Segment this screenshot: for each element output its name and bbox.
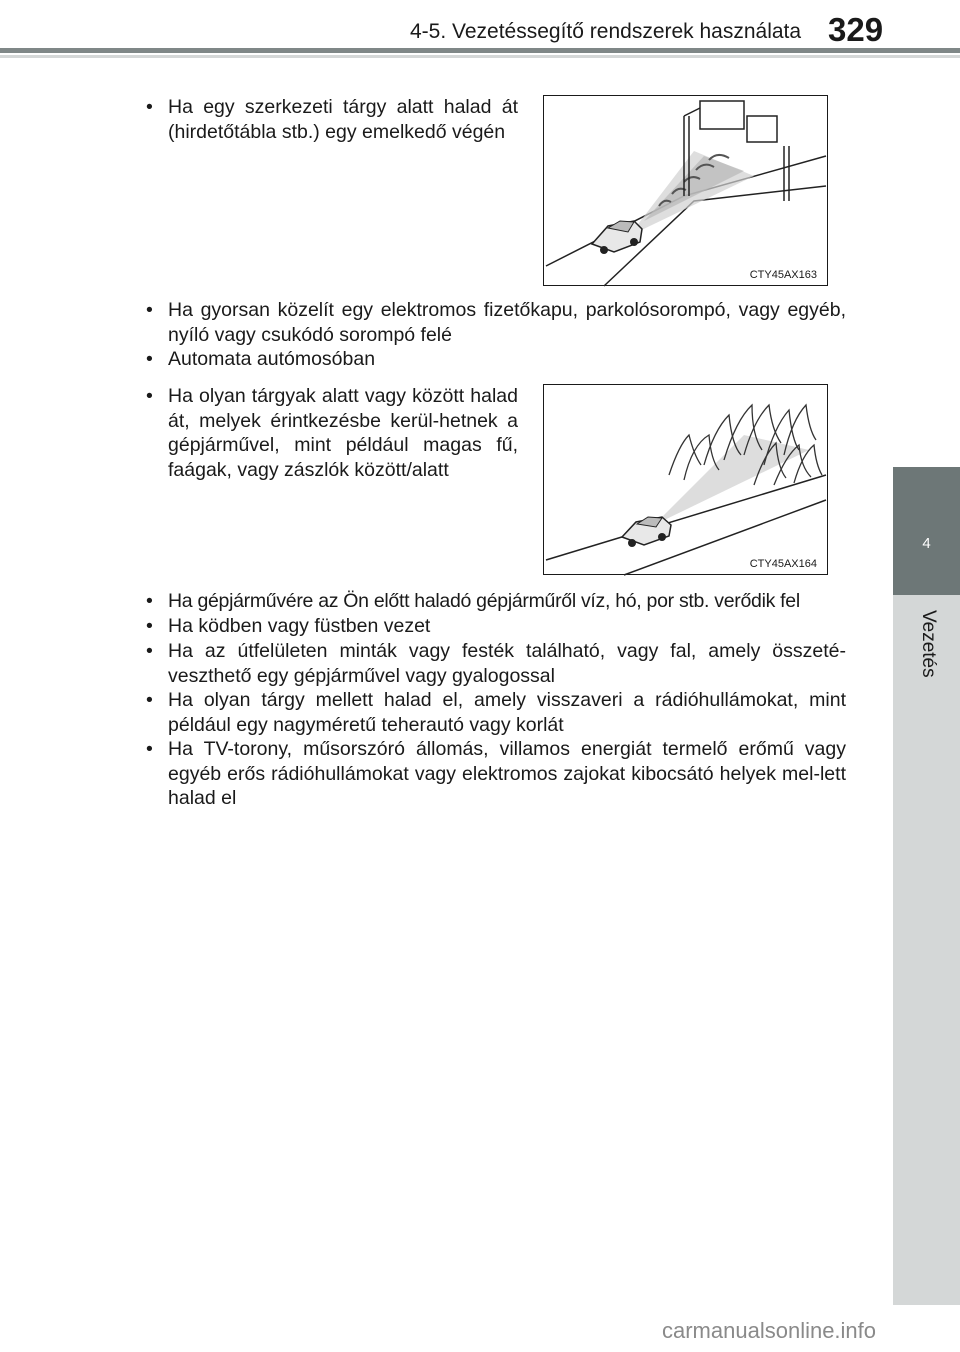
page-header [0,0,960,80]
bullet-item: • Automata autómosóban [146,347,846,372]
bullet-item: • Ha gyorsan közelít egy elektromos fizetőkapu, parkolósorompó, vagy egyéb, nyíló vagy csukódó sorompó felé [146,298,846,347]
bullet-item: • Ha TV-torony, műsorszóró állomás, villamos energiát termelő erőmű vagy egyéb erős rádióhullámokat vagy elektromos zajokat kibocsátó helyek mel-lett halad el [146,737,846,811]
bullet-item: • Ha olyan tárgyak alatt vagy között halad át, melyek érintkezésbe kerül-hetnek a gépjárművel, mint például magas fű, faágak, vagy zászlók között/alatt [146,384,518,482]
section-title: 4-5. Vezetéssegítő rendszerek használata [410,20,802,43]
figure-id: CTY45AX163 [749,269,817,281]
header-rule-light [0,55,960,58]
page-number: 329 [828,11,884,48]
chapter-tab [893,467,960,595]
overhead-sign-illustration [544,96,829,287]
bullet-item: • Ha ködben vagy füstben vezet [146,614,846,639]
bullet-item: • Ha gépjárművére az Ön előtt haladó gépjárműről víz, hó, por stb. verődik fel [146,589,846,614]
figure-tall-grass [543,384,828,575]
chapter-number: 4 [922,535,931,552]
figure-overhead-sign [543,95,828,286]
watermark: carmanualsonline.info [662,1318,877,1343]
bullet-item: • Ha az útfelületen minták vagy festék található, vagy fal, amely összeté-veszthető egy gépjárművel vagy gyalogossal [146,639,846,688]
figure-id: CTY45AX164 [749,558,817,570]
header-rule [0,48,960,53]
tall-grass-illustration [544,385,829,576]
bullet-item: • Ha olyan tárgy mellett halad el, amely visszaveri a rádióhullámokat, mint például egy nagyméretű teherautó vagy korlát [146,688,846,737]
bullet-item: • Ha egy szerkezeti tárgy alatt halad át (hirdetőtábla stb.) egy emelkedő végén [146,95,518,144]
chapter-strip [893,595,960,1305]
chapter-label: Vezetés [918,610,939,678]
